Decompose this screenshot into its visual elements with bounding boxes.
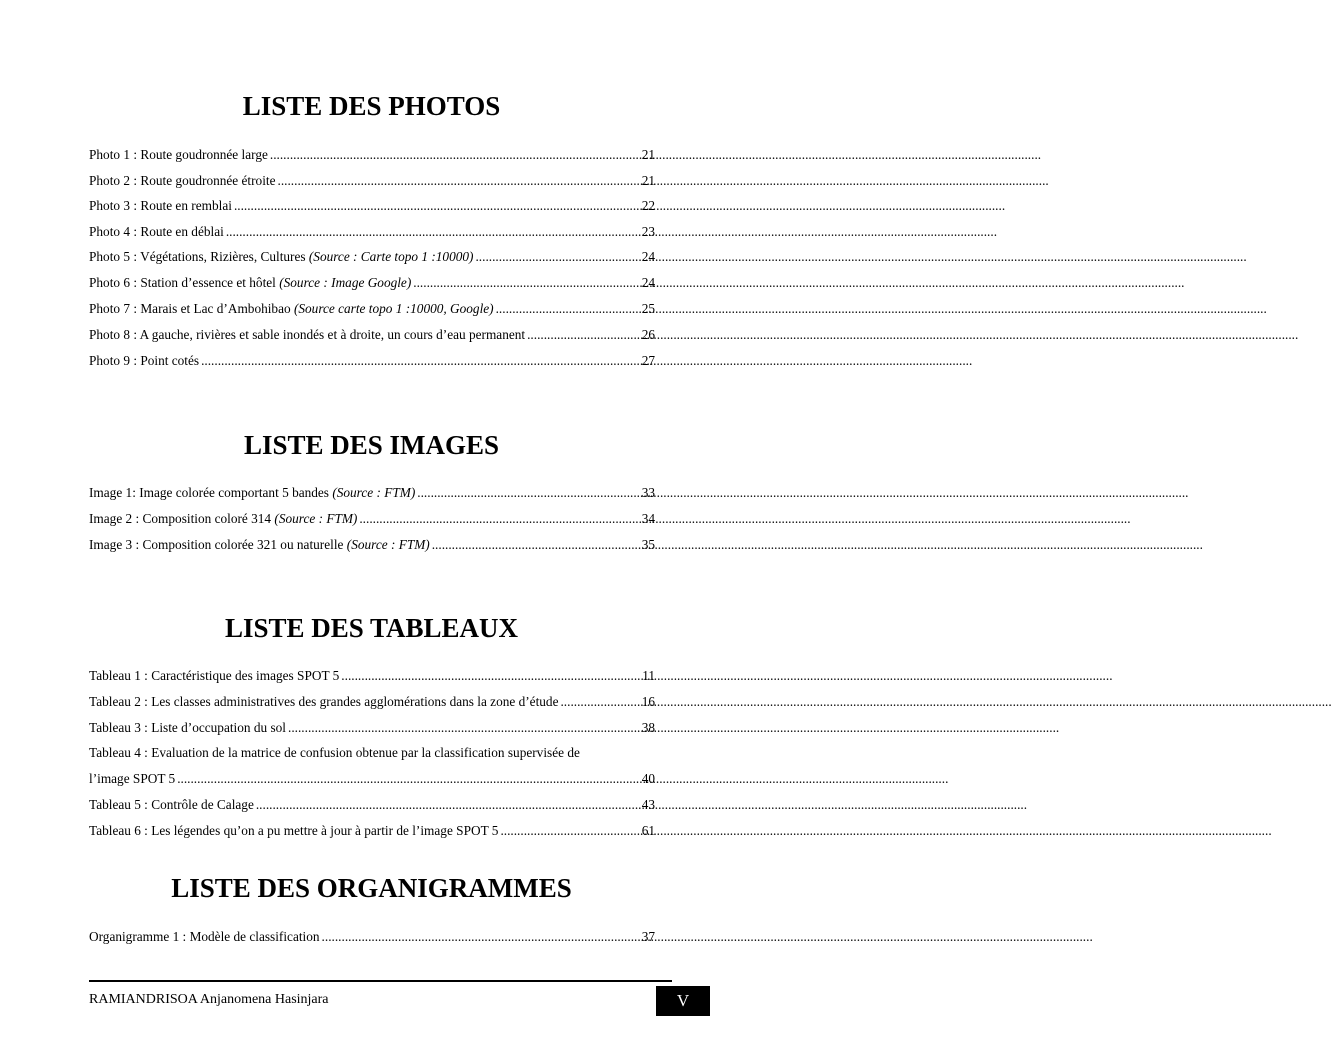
toc-entry-table-5[interactable] [89,795,655,815]
entry-label: Image 1: Image colorée comportant 5 bandes (Source : FTM) [89,485,416,500]
entry-label: Image 2 : Composition coloré 314 (Source : FTM) [89,511,358,526]
leader-dots [359,509,639,529]
toc-entry-photo-5[interactable] [89,247,655,267]
toc-entry-photo-7[interactable] [89,299,655,319]
entry-label: Tableau 5 : Contrôle de Calage [89,797,254,812]
entry-label: Photo 5 : Végétations, Rizières, Cultures (Source : Carte topo 1 :10000) [89,249,474,264]
toc-entry-table-1[interactable] [89,666,655,686]
photos-title: LISTE DES PHOTOS [242,91,501,121]
toc-entry-photo-9[interactable] [89,351,655,371]
toc-entry-photo-2[interactable] [89,171,655,191]
entry-page: 22 [641,198,655,213]
leader-dots [527,325,640,345]
leader-dots [177,769,640,789]
leader-dots [560,692,639,712]
leader-dots [234,196,640,216]
entry-label: Photo 1 : Route goudronnée large [89,147,268,162]
toc-entry-table-6[interactable] [89,821,655,841]
leader-dots [475,247,639,267]
entry-page: 34 [641,511,655,526]
entry-page: 23 [641,224,655,239]
leader-dots [201,351,640,371]
entry-label: l’image SPOT 5 [89,771,176,786]
entry-page: 16 [641,694,655,709]
toc-entry-organigramme-1[interactable] [89,927,655,947]
toc-entry-table-4-line1[interactable]: Tableau 4 : Evaluation de la matrice de confusion obtenue par la classification supervisée de [89,745,580,760]
organigrammes-title: LISTE DES ORGANIGRAMMES [171,873,572,903]
entry-page: 24 [641,275,655,290]
entry-label: Photo 7 : Marais et Lac d’Ambohibao (Source carte topo 1 :10000, Google) [89,301,494,316]
entry-label: Tableau 1 : Caractéristique des images SPOT 5 [89,668,340,683]
leader-dots [341,666,640,686]
toc-entry-photo-8[interactable] [89,325,655,345]
footer-page-number: V [656,986,710,1016]
entry-label: Photo 4 : Route en déblai [89,224,224,239]
toc-entry-photo-6[interactable] [89,273,655,293]
leader-dots [226,222,640,242]
entry-page: 35 [641,537,655,552]
leader-dots [413,273,639,293]
footer-author: RAMIANDRISOA Anjanomena Hasinjara [89,992,329,1007]
entry-page: 33 [641,485,655,500]
toc-entry-table-2[interactable] [89,692,655,712]
entry-page: 37 [641,929,655,944]
entry-page: 38 [641,720,655,735]
toc-entry-photo-3[interactable] [89,196,655,216]
entry-source: (Source : FTM) [274,511,358,526]
footer-divider [89,980,672,982]
toc-entry-image-3[interactable] [89,535,655,555]
entry-page: 21 [641,173,655,188]
leader-dots [270,145,640,165]
leader-dots [432,535,640,555]
entry-page: 61 [641,823,655,838]
entry-label: Photo 2 : Route goudronnée étroite [89,173,276,188]
leader-dots [288,718,640,738]
entry-page: 43 [641,797,655,812]
leader-dots [278,171,640,191]
toc-entry-table-4[interactable] [89,769,655,789]
entry-page: 40 [641,771,655,786]
entry-label: Organigramme 1 : Modèle de classification [89,929,320,944]
toc-entry-image-1[interactable] [89,483,655,503]
entry-label: Tableau 6 : Les légendes qu’on a pu mettre à jour à partir de l’image SPOT 5 [89,823,499,838]
toc-entry-image-2[interactable] [89,509,655,529]
entry-label: Photo 3 : Route en remblai [89,198,232,213]
leader-dots [417,483,639,503]
entry-page: 25 [641,301,655,316]
entry-page: 27 [641,353,655,368]
leader-dots [256,795,640,815]
entry-page: 11 [642,668,655,683]
entry-page: 24 [641,249,655,264]
toc-entry-photo-1[interactable] [89,145,655,165]
entry-source: (Source : FTM) [332,485,416,500]
entry-label: Photo 9 : Point cotés [89,353,200,368]
entry-label: Tableau 3 : Liste d’occupation du sol [89,720,286,735]
entry-source: (Source : Carte topo 1 :10000) [308,249,474,264]
leader-dots [496,299,640,319]
tables-title: LISTE DES TABLEAUX [224,613,519,643]
leader-dots [322,927,640,947]
leader-dots [500,821,639,841]
images-title: LISTE DES IMAGES [243,430,500,460]
entry-source: (Source : FTM) [346,537,430,552]
toc-entry-photo-4[interactable] [89,222,655,242]
toc-entry-table-3[interactable] [89,718,655,738]
entry-label: Tableau 2 : Les classes administratives des grandes agglomérations dans la zone d’étude [89,694,559,709]
entry-page: 21 [641,147,655,162]
entry-page: 26 [641,327,655,342]
entry-label: Photo 8 : A gauche, rivières et sable inondés et à droite, un cours d’eau permanent [89,327,526,342]
entry-source: (Source : Image Google) [279,275,412,290]
entry-label: Image 3 : Composition colorée 321 ou naturelle (Source : FTM) [89,537,430,552]
entry-label: Photo 6 : Station d’essence et hôtel (Source : Image Google) [89,275,412,290]
entry-source: (Source carte topo 1 :10000, Google) [293,301,494,316]
